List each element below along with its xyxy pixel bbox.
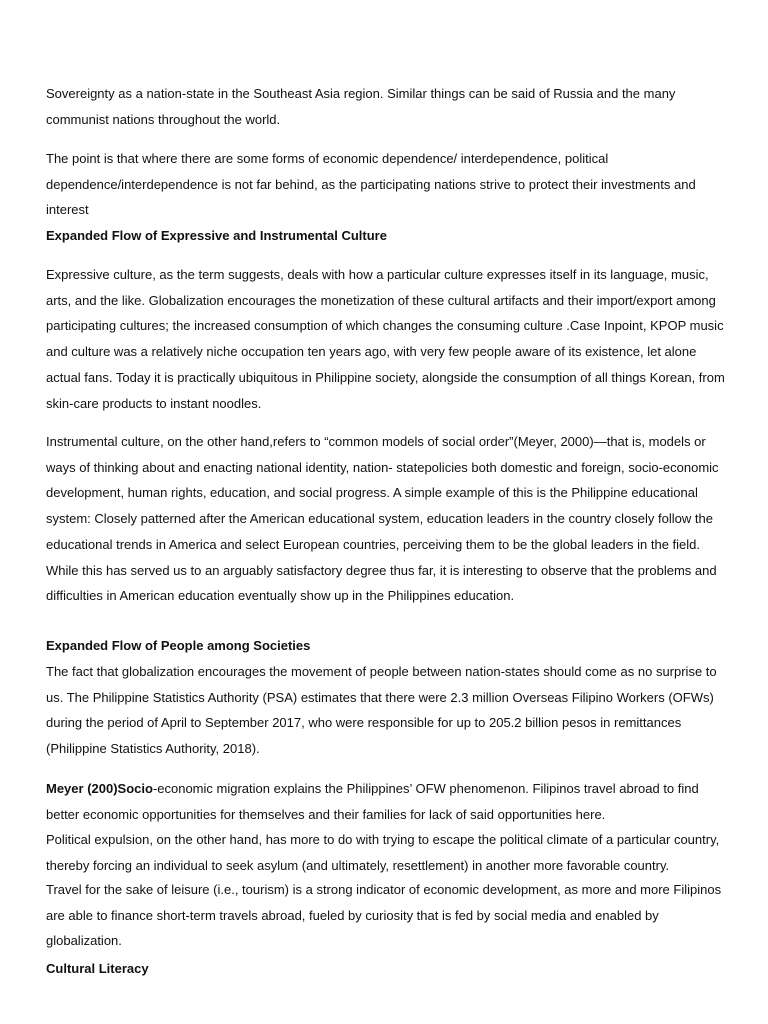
citation-meyer: Meyer (200)Socio — [46, 781, 153, 796]
paragraph-instrumental-culture: Instrumental culture, on the other hand,refers to “common models of social order”(Meyer, 2000)—that is, models or ways of thinking about and enacting national identity, nation- statepolicies both domestic and foreign, socio-economic development, human rights, education, and social progress. A simple example of this is the Philippine educational system: Closely patterned after the American educational system, education leaders in the country closely follow the educational trends in America and select European countries, perceiving them to be the global leaders in the field. While this has served us to an arguably satisfactory degree thus far, it is interesting to observe that the problems and difficulties in American education eventually show up in the Philippines education. — [46, 434, 719, 604]
heading-flow-of-people: Expanded Flow of People among Societies — [46, 638, 311, 653]
heading-expressive-instrumental-culture: Expanded Flow of Expressive and Instrumental Culture — [46, 228, 387, 243]
paragraph-expressive-culture: Expressive culture, as the term suggests, deals with how a particular culture expresses itself in its language, music, arts, and the like. Globalization encourages the monetization of these cultural artifacts and their import/export among participating cultures; the increased consumption of which changes the consuming culture .Case Inpoint, KPOP music and culture was a relatively niche occupation ten years ago, with very few people aware of its existence, let alone actual fans. Today it is practically ubiquitous in Philippine society, alongside the consumption of all things Korean, from skin-care products to instant noodles. — [46, 267, 725, 411]
paragraph-tourism: Travel for the sake of leisure (i.e., tourism) is a strong indicator of economic development, as more and more Filipinos are able to finance short-term travels abroad, fueled by curiosity that is fed by social media and enabled by globalization. — [46, 882, 722, 949]
paragraph-sovereignty: Sovereignty as a nation-state in the Southeast Asia region. Similar things can be said of Russia and the many communist nations throughout the world. — [46, 86, 676, 127]
paragraph-ofw-statistics: The fact that globalization encourages the movement of people between nation-states should come as no surprise to us. The Philippine Statistics Authority (PSA) estimates that there were 2.3 million Overseas Filipino Workers (OFWs) during the period of April to September 2017, who were responsible for up to 205.2 billion pesos in remittances (Philippine Statistics Authority, 2018). — [46, 664, 717, 757]
paragraph-political-expulsion: Political expulsion, on the other hand, has more to do with trying to escape the political climate of a particular country, thereby forcing an individual to seek asylum (and ultimately, resettlement) in another more favorable country. — [46, 832, 720, 873]
heading-cultural-literacy: Cultural Literacy — [46, 961, 149, 976]
paragraph-socio-economic-migration — [46, 776, 726, 827]
paragraph-dependence: The point is that where there are some forms of economic dependence/ interdependence, political dependence/interdependence is not far behind, as the participating nations strive to protect their investments and interest — [46, 151, 696, 218]
socio-economic-text: -economic migration explains the Philippines’ OFW phenomenon. Filipinos travel abroad to find better economic opportunities for themselves and their families for lack of said opportunities here. — [46, 781, 699, 822]
